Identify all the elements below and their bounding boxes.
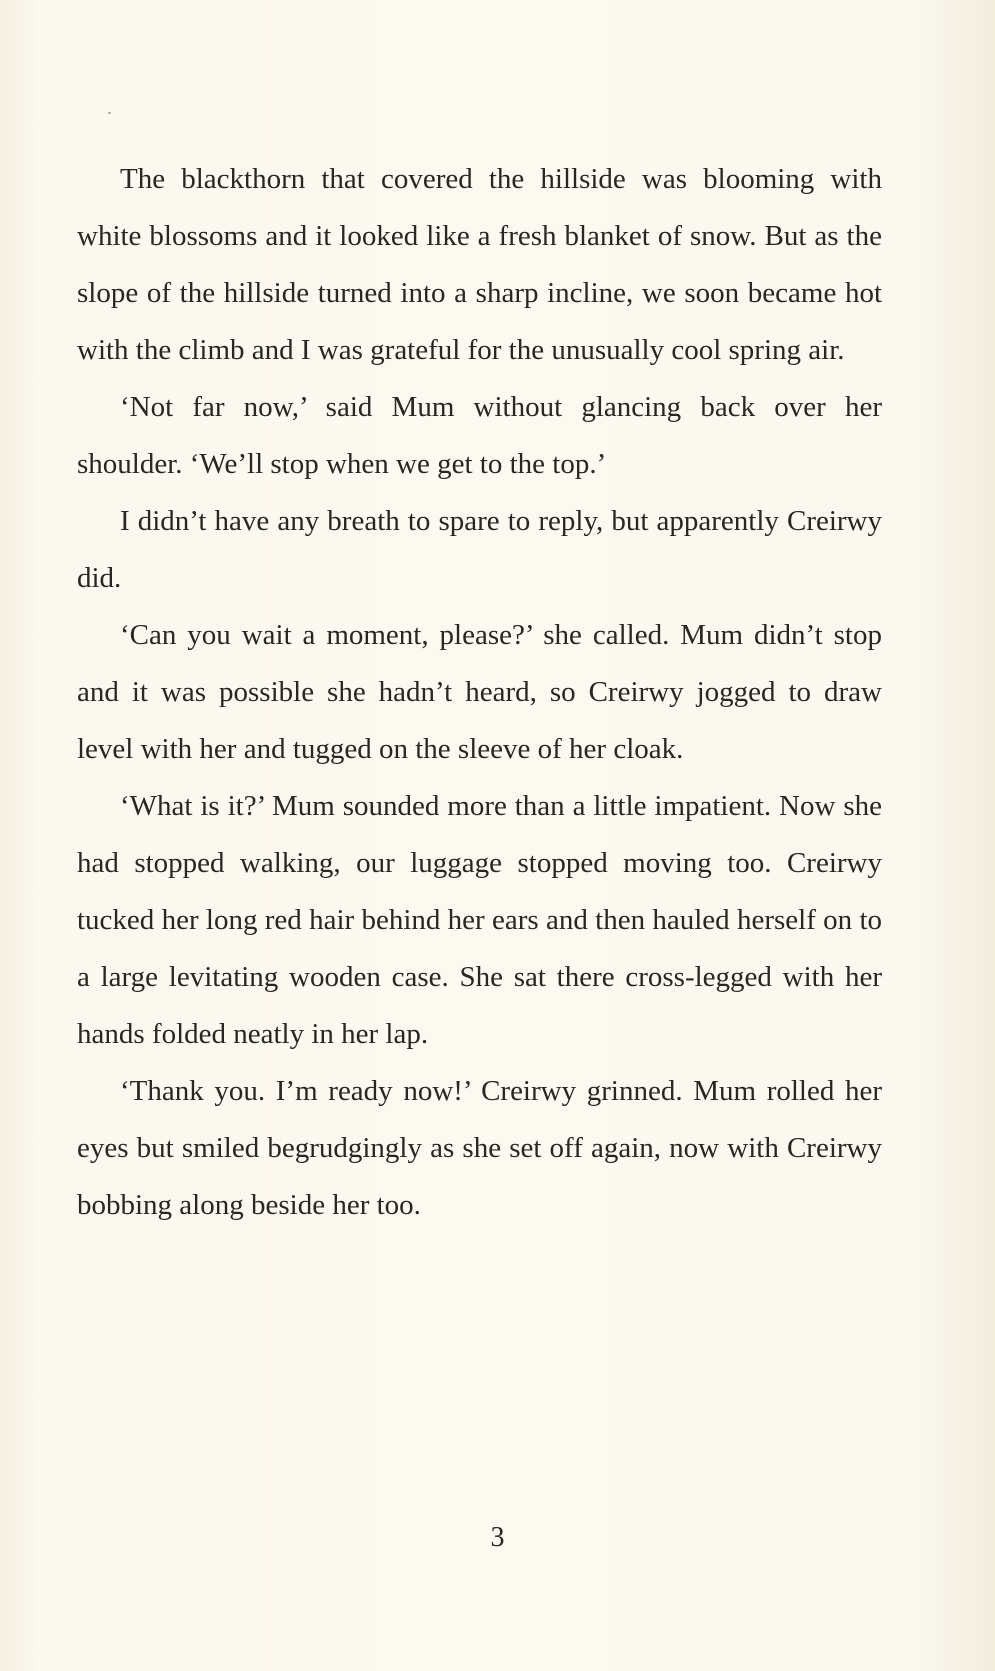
paragraph: I didn’t have any breath to spare to reply, but apparently Creirwy did. [77,505,882,594]
paragraph: ‘Thank you. I’m ready now!’ Creirwy grinned. Mum rolled her eyes but smiled begrudgingly as she set off again, now with Creirwy bobbing along beside her too. [77,1075,882,1221]
paragraph: ‘What is it?’ Mum sounded more than a little impatient. Now she had stopped walking, our luggage stopped moving too. Creirwy tucked her long red hair behind her ears and then hauled herself on to a large levitating wooden case. She sat there cross-legged with her hands folded neatly in her lap. [77,790,882,1050]
body-text [77,151,882,1234]
page-number: 3 [490,1522,505,1553]
page-speck [108,112,111,114]
paragraph: The blackthorn that covered the hillside was blooming with white blossoms and it looked like a fresh blanket of snow. But as the slope of the hillside turned into a sharp incline, we soon became hot with the climb and I was grateful for the unusually cool spring air. [77,163,882,366]
paragraph: ‘Not far now,’ said Mum without glancing back over her shoulder. ‘We’ll stop when we get to the top.’ [77,391,882,480]
paragraph: ‘Can you wait a moment, please?’ she called. Mum didn’t stop and it was possible she hadn’t heard, so Creirwy jogged to draw level with her and tugged on the sleeve of her cloak. [77,619,882,765]
